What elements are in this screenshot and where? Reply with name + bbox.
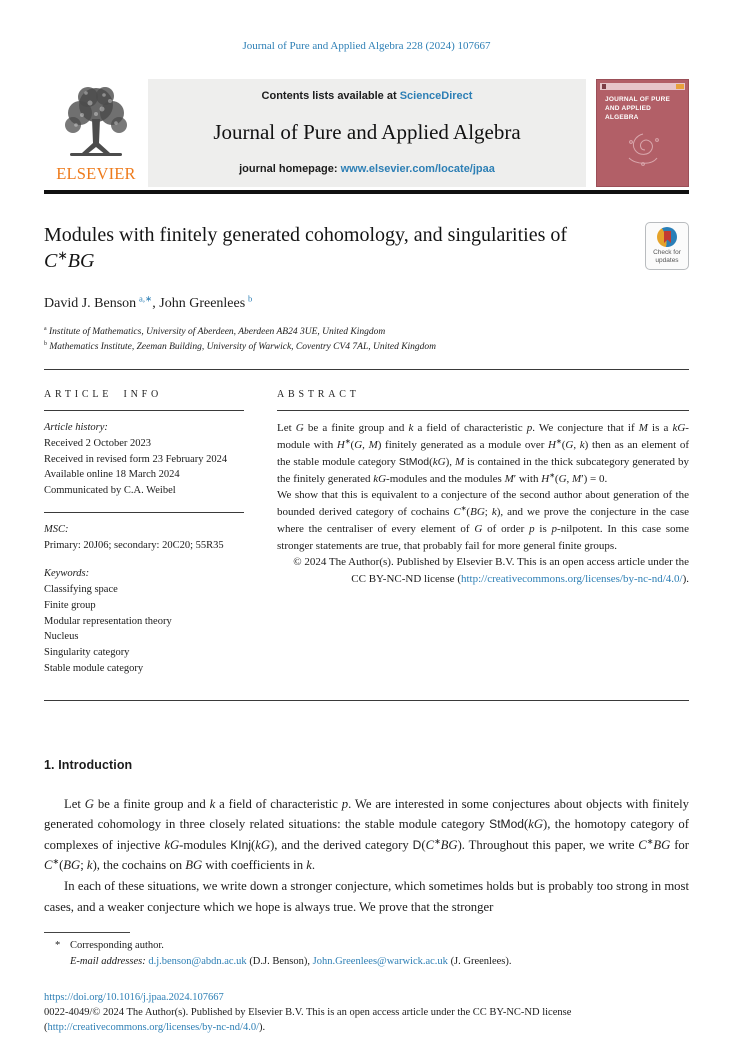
info-abstract-columns: [44, 387, 689, 690]
paper-page: [0, 40, 733, 1040]
issn-copyright-line: 0022-4049/© 2024 The Author(s). Published by Elsevier B.V. This is an open access article under the CC BY-NC-ND license: [44, 1006, 572, 1018]
abstract-paragraph-2: We show that this is equivalent to a conjecture of the second author about generation of the bounded derived category of cochains C∗(BG; k), and we prove the conjecture in the case where the centraliser of every element of G of order p is p-nilpotent. In this case some stronger statements are true, that probably fail for more general finite groups.: [277, 489, 689, 552]
cover-ornament-icon: [621, 128, 665, 172]
keyword: Modular representation theory: [44, 615, 172, 627]
cover-orange-square: [676, 84, 684, 89]
elsevier-wordmark: ELSEVIER: [56, 164, 136, 183]
affiliation-b: $^b$ Mathematics Institute, Zeeman Building, University of Warwick, Coventry CV4 7AL, United Kingdom: [44, 340, 437, 352]
journal-banner: [148, 79, 586, 187]
footnote-rule: [44, 932, 130, 933]
crossmark-icon: [657, 227, 677, 247]
license-line: (http://creativecommons.org/licenses/by-nc-nd/4.0/).: [44, 1022, 266, 1034]
journal-header: [44, 79, 689, 187]
article-history-group: [44, 420, 244, 499]
keyword: Classifying space: [44, 584, 118, 596]
meta-top-rule: [44, 369, 689, 370]
crossmark-ribbon-icon: [664, 231, 671, 243]
affiliations: [44, 325, 689, 354]
abstract-heading: ABSTRACT: [277, 389, 360, 401]
history-msc-rule: [44, 512, 244, 513]
elsevier-logo[interactable]: [44, 79, 148, 187]
journal-homepage-link[interactable]: www.elsevier.com/locate/jpaa: [340, 163, 495, 175]
affiliation-a: $^a$ Institute of Mathematics, University of Aberdeen, Aberdeen AB24 3UE, United Kingdom: [44, 325, 386, 337]
sciencedirect-link[interactable]: ScienceDirect: [399, 90, 473, 102]
keyword: Singularity category: [44, 647, 130, 659]
intro-paragraph-1: Let G be a finite group and k a field of characteristic p. We are interested in some conjectures about objects with finitely generated cohomology in three closely related situations: the stable module category StMod(kG), the homotopy category of complexes of injective kG-modules KInj(kG), and the derived category D(C∗BG). Throughout this paper, we write C∗BG for C∗(BG; k), the cochains on BG with coefficients in k.: [44, 796, 689, 873]
history-label: Article history:: [44, 422, 108, 434]
elsevier-tree-icon: [58, 81, 134, 163]
cc-license-link[interactable]: http://creativecommons.org/licenses/by-nc-nd/4.0/: [460, 573, 683, 586]
keyword: Finite group: [44, 599, 96, 611]
keyword: Nucleus: [44, 631, 79, 643]
article-title: Modules with finitely generated cohomology, and singularities of C∗BG: [44, 224, 568, 273]
footnote-star: *: [55, 940, 61, 952]
cover-topbar: [600, 83, 685, 90]
doi-link[interactable]: https://doi.org/10.1016/j.jpaa.2024.107667: [44, 991, 224, 1003]
history-item: Received in revised form 23 February 2024: [44, 453, 228, 465]
keywords-group: [44, 566, 244, 676]
footnote-block: [44, 932, 689, 970]
header-rule: [44, 190, 689, 194]
journal-ref: [44, 40, 689, 52]
abstract-copyright: © 2024 The Author(s). Published by Elsevier B.V. This is an open access article under the CC BY-NC-ND license (http://creativecommons.org/licenses/by-nc-nd/4.0/).: [293, 556, 689, 586]
footer-block: [44, 990, 689, 1036]
contents-prefix: Contents lists available at: [261, 90, 400, 102]
email-benson-link[interactable]: d.j.benson@abdn.ac.uk: [148, 955, 247, 967]
info-heading-rule: [44, 410, 244, 411]
intro-paragraph-2: In each of these situations, we write down a stronger conjecture, which sometimes holds but is probably too strong in most cases, and a weaker conjecture which we hope is always true. We prove that the stronger: [44, 879, 689, 914]
history-item: Communicated by C.A. Weibel: [44, 485, 176, 497]
meta-bottom-rule: [44, 700, 689, 701]
homepage-line: [154, 163, 580, 175]
msc-value: Primary: 20J06; secondary: 20C20; 55R35: [44, 539, 224, 551]
msc-label: MSC:: [44, 523, 69, 535]
journal-ref-link[interactable]: Journal of Pure and Applied Algebra 228 (2024) 107667: [242, 40, 491, 52]
journal-cover-thumbnail[interactable]: [596, 79, 689, 187]
corresponding-author-note: [44, 938, 689, 954]
cover-mini-logo-icon: [602, 84, 606, 89]
abstract-column: [277, 387, 689, 690]
abstract-paragraph-1: Let G be a finite group and k a field of characteristic p. We conjecture that if M is a kG-module with H∗(G, M) finitely generated as a module over H∗(G, k) then as an element of the stable module category StMod(kG), M is contained in the thick subcategory generated by the finitely generated kG-modules and the modules M′ with H∗(G, M′) = 0.: [277, 422, 690, 485]
article-info-heading: ARTICLE INFO: [44, 389, 163, 401]
check-updates-label: Check for updates: [653, 249, 681, 265]
homepage-prefix: journal homepage:: [239, 163, 341, 175]
journal-title: Journal of Pure and Applied Algebra: [213, 120, 521, 144]
cover-journal-title: JOURNAL OF PURE AND APPLIED ALGEBRA: [605, 96, 670, 121]
email-greenlees-link[interactable]: John.Greenlees@warwick.ac.uk: [312, 955, 448, 967]
cc-license-link-bottom[interactable]: http://creativecommons.org/licenses/by-nc-nd/4.0/: [47, 1022, 260, 1034]
author-line: David J. Benson $^{a,∗}$, John Greenlees $^b$: [44, 293, 253, 311]
corresponding-author-text: Corresponding author.: [70, 940, 164, 952]
contents-line: [154, 90, 580, 102]
history-item: Available online 18 March 2024: [44, 469, 180, 481]
title-row: [44, 222, 689, 275]
keyword: Stable module category: [44, 662, 144, 674]
history-item: Received 2 October 2023: [44, 437, 152, 449]
article-info-column: [44, 387, 244, 690]
abstract-heading-rule: [277, 410, 689, 411]
section-heading-introduction: 1. Introduction: [44, 757, 133, 772]
msc-group: [44, 522, 244, 554]
check-updates-badge[interactable]: [645, 222, 689, 270]
keywords-label: Keywords:: [44, 568, 90, 580]
email-addresses-line: E-mail addresses: d.j.benson@abdn.ac.uk (D.J. Benson), John.Greenlees@warwick.ac.uk (J. Greenlees).: [70, 955, 512, 967]
